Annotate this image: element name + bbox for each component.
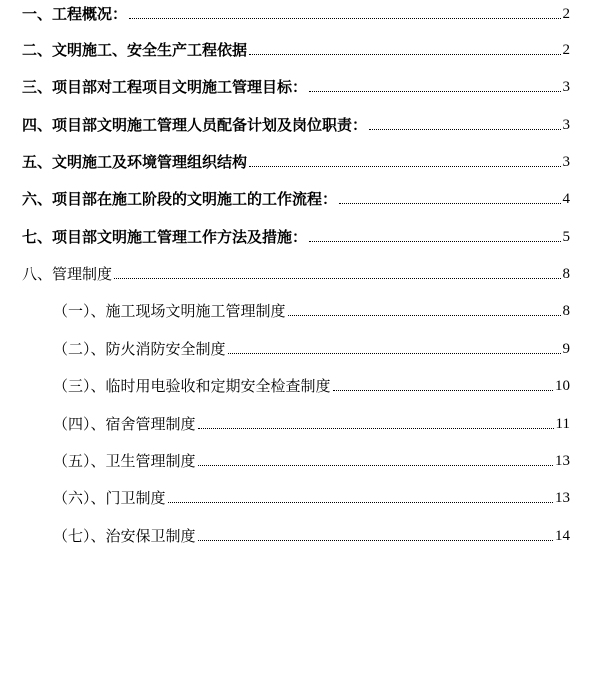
toc-entry-page: 8	[562, 266, 570, 282]
toc-entry-title: （五）、卫生管理制度	[53, 452, 196, 470]
toc-entry-page: 8	[562, 303, 570, 319]
toc-dot-leader	[309, 241, 560, 242]
toc-entry-page: 14	[555, 528, 570, 544]
toc-dot-leader	[339, 203, 560, 204]
toc-entry-title: 五、文明施工及环境管理组织结构	[22, 153, 248, 171]
toc-entry[interactable]	[22, 148, 570, 172]
toc-dot-leader	[198, 428, 554, 429]
toc-entry-title: （三）、临时用电验收和定期安全检查制度	[53, 377, 331, 395]
toc-entry-page: 2	[562, 42, 570, 58]
toc-entry-title: （四）、宿舍管理制度	[53, 415, 196, 433]
toc-entry-title: 一、工程概况：	[22, 5, 128, 23]
toc-dot-leader	[129, 18, 560, 19]
toc-dot-leader	[249, 166, 560, 167]
toc-entry[interactable]	[22, 0, 570, 24]
toc-entry-title: （二）、防火消防安全制度	[53, 340, 226, 358]
toc-entry-page: 9	[562, 341, 570, 357]
toc-dot-leader	[228, 353, 561, 354]
toc-entry-page: 11	[555, 416, 570, 432]
toc-dot-leader	[249, 54, 560, 55]
toc-entry[interactable]	[22, 223, 570, 247]
toc-entry-title: （一）、施工现场文明施工管理制度	[53, 302, 286, 320]
toc-subentry[interactable]	[53, 335, 570, 359]
toc-entry-title: 三、项目部对工程项目文明施工管理目标：	[22, 78, 308, 96]
toc-entry-title: （六）、门卫制度	[53, 489, 166, 507]
toc-dot-leader	[309, 91, 560, 92]
toc-dot-leader	[198, 465, 553, 466]
toc-subentry[interactable]	[53, 447, 570, 471]
toc-subentry[interactable]	[53, 522, 570, 546]
toc-entry-title: 六、项目部在施工阶段的文明施工的工作流程：	[22, 190, 338, 208]
toc-entry[interactable]	[22, 111, 570, 135]
toc-entry-title: （七）、治安保卫制度	[53, 527, 196, 545]
toc-entry-title: 二、文明施工、安全生产工程依据	[22, 41, 248, 59]
toc-entry-title: 七、项目部文明施工管理工作方法及措施：	[22, 228, 308, 246]
toc-dot-leader	[369, 129, 560, 130]
toc-subentry[interactable]	[53, 410, 570, 434]
toc-entry-page: 4	[562, 191, 570, 207]
toc-dot-leader	[198, 540, 553, 541]
toc-entry-page: 13	[555, 490, 570, 506]
toc-entry[interactable]	[22, 260, 570, 284]
toc-subentry[interactable]	[53, 297, 570, 321]
toc-entry[interactable]	[22, 185, 570, 209]
toc-entry-page: 13	[555, 453, 570, 469]
toc-dot-leader	[288, 315, 561, 316]
toc-entry-page: 2	[562, 6, 570, 22]
toc-entry-page: 3	[562, 154, 570, 170]
toc-subentry[interactable]	[53, 484, 570, 508]
toc-entry[interactable]	[22, 73, 570, 97]
toc-entry-title: 八、管理制度	[22, 265, 113, 283]
toc-entry[interactable]	[22, 36, 570, 60]
toc-dot-leader	[333, 390, 553, 391]
toc-dot-leader	[114, 278, 560, 279]
toc-entry-page: 3	[562, 117, 570, 133]
toc-dot-leader	[168, 502, 553, 503]
toc-entry-page: 10	[555, 378, 570, 394]
toc-entry-page: 5	[562, 229, 570, 245]
toc-subentry[interactable]	[53, 372, 570, 396]
toc-entry-title: 四、项目部文明施工管理人员配备计划及岗位职责：	[22, 116, 368, 134]
toc-entry-page: 3	[562, 79, 570, 95]
